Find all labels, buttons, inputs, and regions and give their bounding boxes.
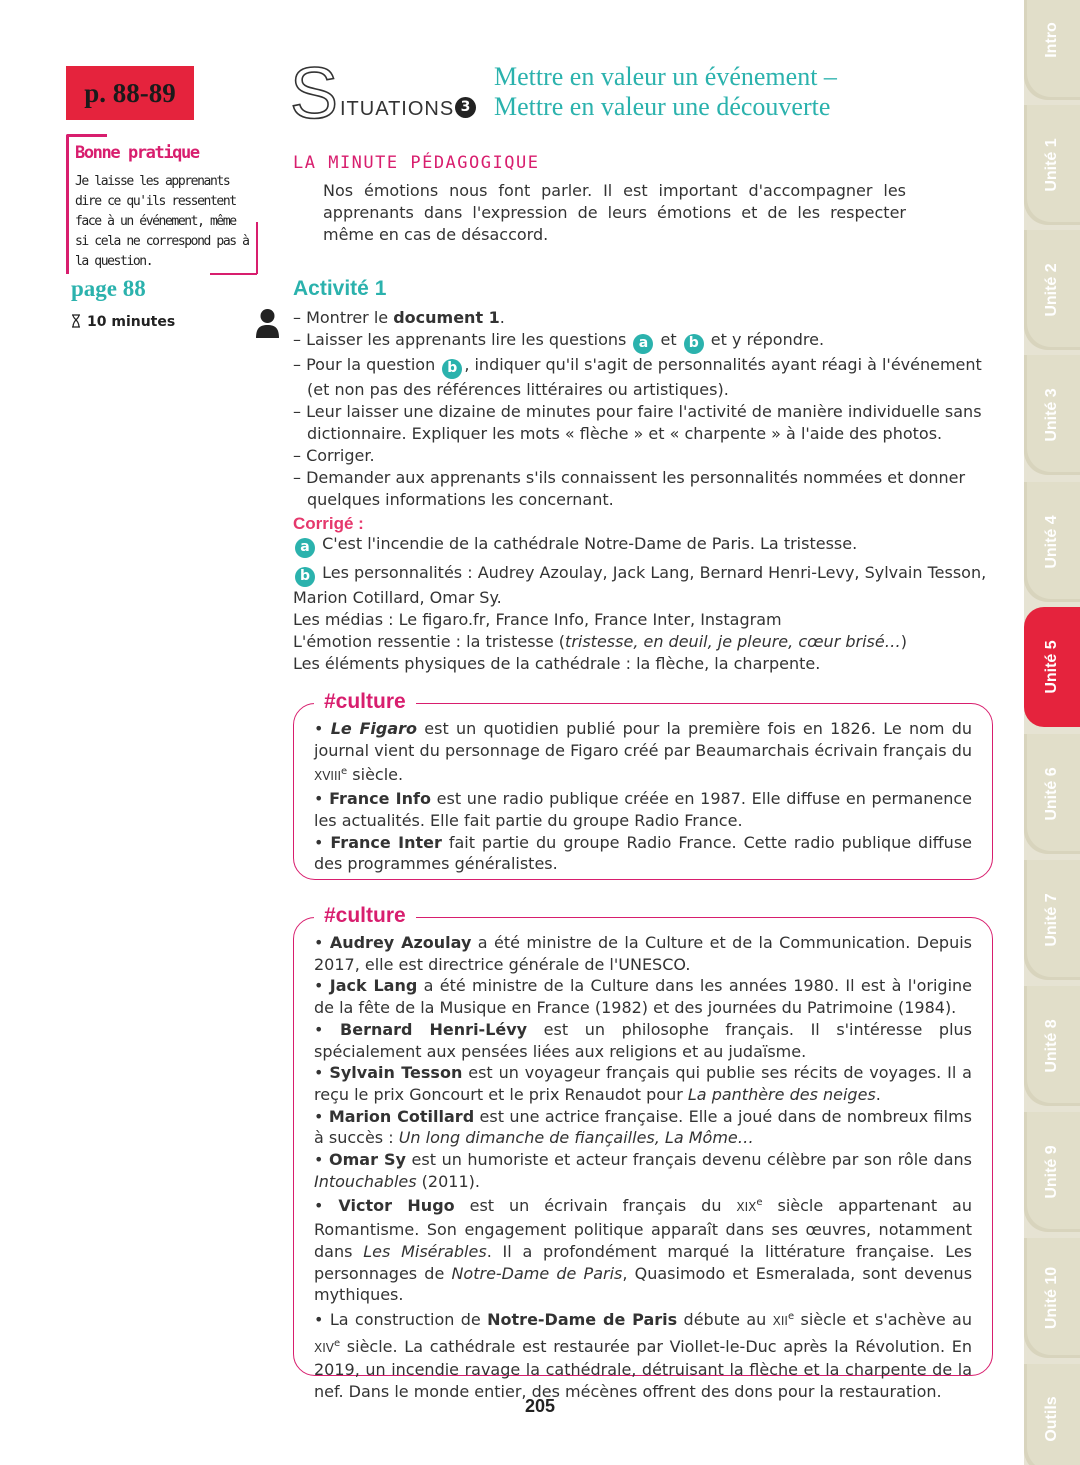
section-title-line-2: Mettre en valeur une découverte [494, 92, 831, 121]
page-reference-badge: p. 88-89 [66, 66, 194, 120]
tab-intro[interactable]: Intro [1024, 0, 1080, 100]
tab-unite-5[interactable]: Unité 5 [1024, 607, 1080, 727]
culture-item-sy: • Omar Sy est un humoriste et acteur français devenu célèbre par son rôle dans Intouchables (2011). [314, 1150, 973, 1191]
culture-item-france-info: • France Info est une radio publique créée en 1987. Elle diffuse en permanence les actualités. Elle fait partie du groupe Radio France. [314, 789, 972, 830]
culture-item-figaro: • Le Figaro est un quotidien publié pour la première fois en 1826. Le nom du journal vient du personnage de Figaro créé par Beaumarchais écrivain français du XVIIIe siècle. [314, 719, 973, 785]
corrige-a: a C'est l'incendie de la cathédrale Notre-Dame de Paris. La tristesse. [293, 533, 993, 558]
culture-item-cotillard: • Marion Cotillard est une actrice française. Elle a joué dans de nombreux films à succès : Un long dimanche de fiançailles, La Môme… [314, 1106, 973, 1148]
corrige-elements: Les éléments physiques de la cathédrale : la flèche, la charpente. [293, 654, 821, 673]
step-3: – Pour la question b , indiquer qu'il s'agit de personnalités ayant réagi à l'événement (et non pas des références littéraires ou artistiques). [293, 355, 982, 399]
corrige-title: Corrigé : [293, 514, 364, 533]
page-label: page 88 [71, 276, 146, 301]
answer-b-badge: b [295, 567, 315, 587]
culture-box-media [293, 690, 993, 880]
situation-number: 3 [455, 97, 476, 118]
minute-title: LA MINUTE PÉDAGOGIQUE [293, 153, 540, 173]
hourglass-icon [71, 314, 81, 328]
culture-item-france-inter: • France Inter fait partie du groupe Radio France. Cette radio publique diffuse des programmes généralistes. [314, 832, 973, 874]
step-6: – Demander aux apprenants s'ils connaissent les personnalités nommées et donner quelques informations les concernant. [293, 468, 966, 509]
tip-text: Je laisse les apprenants dire ce qu'ils ressentent face à un événement, même si cela ne correspond pas à la question. [75, 174, 249, 269]
answer-a-badge: a [295, 538, 315, 558]
question-a-badge: a [633, 334, 653, 354]
tab-unite-7[interactable]: Unité 7 [1024, 860, 1080, 980]
tab-unite-9[interactable]: Unité 9 [1024, 1112, 1080, 1232]
question-b-badge: b [442, 359, 462, 379]
tip-title: Bonne pratique [75, 143, 199, 163]
question-b-badge: b [684, 334, 704, 354]
culture-box-personalities [293, 904, 993, 1402]
tab-unite-1[interactable]: Unité 1 [1024, 105, 1080, 225]
section-title-line-1: Mettre en valeur un événement – [494, 62, 837, 91]
activity-steps [293, 307, 993, 511]
tab-unite-2[interactable]: Unité 2 [1024, 230, 1080, 350]
minute-text: Nos émotions nous font parler. Il est important d'accompagner les apprenants dans l'expression de leurs émotions et de les respecter même en cas de désaccord. [323, 181, 906, 244]
culture-title: #culture [314, 689, 416, 715]
culture-item-hugo: • Victor Hugo est un écrivain français du XIXe siècle appartenant au Romantisme. Son engagement politique apparaît dans ses œuvres, notamment dans Les Misérables. Il a profondément marqué la littérature française. Les personnages de Notre-Dame de Paris, Quasimodo et Esmeralada, sont devenus mythiques. [314, 1196, 973, 1305]
corrige-emotion: L'émotion ressentie : la tristesse (tristesse, en deuil, je pleure, cœur brisé…) [293, 632, 907, 651]
culture-item-bhl: • Bernard Henri-Lévy est un philosophe français. Il s'intéresse plus spécialement aux pensées liées aux religions et au judaïsme. [314, 1019, 973, 1061]
corrige-media: Les médias : Le figaro.fr, France Info, France Inter, Instagram [293, 610, 782, 629]
step-1: – Montrer le document 1. [293, 308, 505, 327]
person-icon [255, 308, 280, 338]
corrige-body [293, 533, 993, 675]
culture-item-notre-dame: • La construction de Notre-Dame de Paris débute au XIIe siècle et s'achève au XIVe siècle. La cathédrale est restaurée par Viollet-le-Duc après la Révolution. En 2019, un incendie ravage la cathédrale, détruisant la flèche et la charpente de la nef. Dans le monde entier, des mécènes offrent des dons pour la restauration. [314, 1309, 972, 1402]
duration-text: 10 minutes [87, 314, 176, 330]
tab-unite-3[interactable]: Unité 3 [1024, 355, 1080, 475]
unit-tab-strip [1024, 0, 1080, 1465]
situations-label: ITUATIONS [340, 98, 455, 120]
tab-unite-4[interactable]: Unité 4 [1024, 482, 1080, 602]
duration [71, 314, 175, 330]
situations-big-letter: S [290, 54, 339, 134]
step-4: – Leur laisser une dizaine de minutes pour faire l'activité de manière individuelle sans dictionnaire. Expliquer les mots « flèche » et « charpente » à l'aide des photos. [293, 402, 982, 443]
culture-title: #culture [314, 903, 416, 929]
tab-outils[interactable]: Outils [1024, 1364, 1080, 1465]
culture-item-lang: • Jack Lang a été ministre de la Culture dans les années 1980. Il est à l'origine de la fête de la Musique en France (1982) et des journées du Patrimoine (1984). [314, 976, 973, 1018]
culture-item-azoulay: • Audrey Azoulay a été ministre de la Culture et de la Communication. Depuis 2017, elle est directrice générale de l'UNESCO. [314, 933, 973, 974]
corrige-b: b Les personnalités : Audrey Azoulay, Jack Lang, Bernard Henri-Levy, Sylvain Tesson, Marion Cotillard, Omar Sy. [293, 563, 987, 607]
tip-frame-base [210, 273, 257, 275]
step-5: – Corriger. [293, 446, 375, 465]
tab-unite-8[interactable]: Unité 8 [1024, 986, 1080, 1106]
culture-item-tesson: • Sylvain Tesson est un voyageur français qui publie ses récits de voyages. Il a reçu le prix Goncourt et le prix Renaudot pour La panthère des neiges. [314, 1063, 972, 1104]
step-2: – Laisser les apprenants lire les questions a et b et y répondre. [293, 329, 993, 354]
activity-title: Activité 1 [293, 277, 387, 300]
tab-unite-10[interactable]: Unité 10 [1024, 1238, 1080, 1358]
section-title [494, 62, 837, 122]
tab-unite-6[interactable]: Unité 6 [1024, 734, 1080, 854]
page-number: 205 [524, 1396, 556, 1416]
